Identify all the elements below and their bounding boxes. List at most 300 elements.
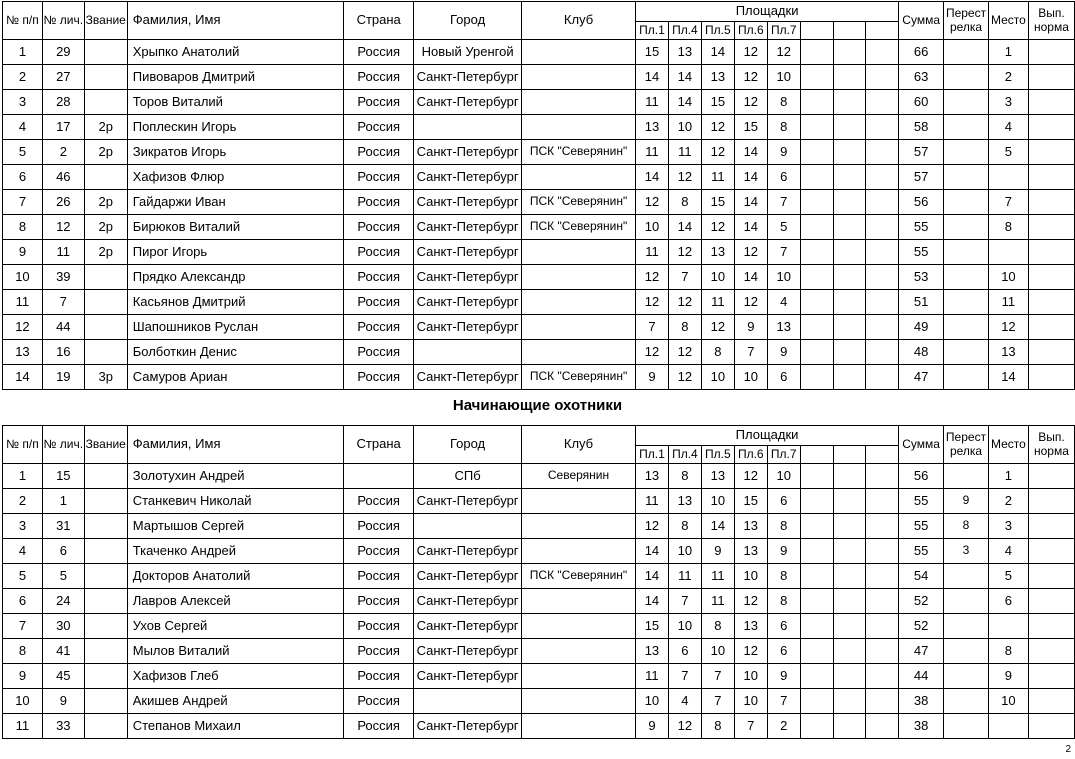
cell-sum: 52 — [899, 614, 944, 639]
table-row — [3, 240, 1075, 265]
cell-rank — [84, 564, 127, 589]
cell-name: Мартышов Сергей — [127, 514, 343, 539]
cell-sum: 66 — [899, 40, 944, 65]
cell-num: 4 — [3, 539, 43, 564]
cell-num: 12 — [3, 315, 43, 340]
cell-city: СПб — [414, 464, 522, 489]
cell-score — [866, 290, 899, 315]
cell-club — [522, 165, 636, 190]
cell-rank — [84, 90, 127, 115]
cell-score: 6 — [767, 365, 800, 390]
cell-city: Санкт-Петербург — [414, 140, 522, 165]
cell-country: Россия — [344, 290, 414, 315]
header-shootoff: Перестрелка — [944, 426, 989, 464]
cell-score — [833, 539, 866, 564]
cell-club — [522, 315, 636, 340]
cell-shootoff — [944, 589, 989, 614]
cell-country: Россия — [344, 340, 414, 365]
cell-score — [800, 589, 833, 614]
cell-club — [522, 689, 636, 714]
cell-score: 10 — [767, 65, 800, 90]
cell-club — [522, 265, 636, 290]
cell-score: 6 — [767, 489, 800, 514]
cell-score — [833, 464, 866, 489]
table-row — [3, 265, 1075, 290]
cell-city: Санкт-Петербург — [414, 265, 522, 290]
table-row — [3, 90, 1075, 115]
cell-city: Санкт-Петербург — [414, 215, 522, 240]
cell-city: Санкт-Петербург — [414, 190, 522, 215]
cell-shootoff — [944, 240, 989, 265]
cell-place — [988, 614, 1028, 639]
cell-club — [522, 40, 636, 65]
cell-norm — [1028, 464, 1074, 489]
cell-lic: 7 — [42, 290, 84, 315]
header-area-label — [800, 22, 833, 40]
cell-score: 9 — [734, 315, 767, 340]
cell-score: 8 — [668, 514, 701, 539]
cell-sum: 54 — [899, 564, 944, 589]
cell-name: Касьянов Дмитрий — [127, 290, 344, 315]
header-num: № п/п — [3, 2, 43, 40]
cell-rank: 3р — [84, 365, 127, 390]
cell-score: 12 — [734, 40, 767, 65]
cell-city: Санкт-Петербург — [414, 315, 522, 340]
cell-score: 14 — [635, 65, 668, 90]
cell-score: 14 — [635, 539, 668, 564]
header-area-label: Пл.1 — [635, 22, 668, 40]
cell-sum: 47 — [899, 365, 944, 390]
cell-score: 11 — [668, 140, 701, 165]
cell-score: 9 — [767, 140, 800, 165]
cell-place: 3 — [988, 90, 1028, 115]
cell-place: 10 — [988, 689, 1028, 714]
cell-lic: 1 — [42, 489, 84, 514]
cell-score: 12 — [701, 140, 734, 165]
cell-name: Пивоваров Дмитрий — [127, 65, 344, 90]
table-row — [3, 589, 1075, 614]
cell-score: 12 — [635, 340, 668, 365]
cell-num: 11 — [3, 714, 43, 739]
cell-club — [522, 514, 636, 539]
cell-place — [988, 714, 1028, 739]
cell-score — [800, 514, 833, 539]
cell-score: 8 — [767, 514, 800, 539]
cell-score — [866, 165, 899, 190]
cell-score: 12 — [635, 265, 668, 290]
table-row — [3, 115, 1075, 140]
cell-lic: 41 — [42, 639, 84, 664]
cell-rank — [84, 464, 127, 489]
cell-rank — [84, 489, 127, 514]
cell-lic: 16 — [42, 340, 84, 365]
cell-lic: 5 — [42, 564, 84, 589]
cell-sum: 56 — [899, 190, 944, 215]
cell-norm — [1028, 40, 1074, 65]
cell-score — [800, 65, 833, 90]
cell-score: 14 — [668, 90, 701, 115]
cell-score: 8 — [668, 464, 701, 489]
cell-country: Россия — [344, 165, 414, 190]
cell-city: Санкт-Петербург — [414, 714, 522, 739]
cell-num: 7 — [3, 614, 43, 639]
cell-city — [414, 689, 522, 714]
header-area-label — [833, 446, 866, 464]
cell-country: Россия — [344, 664, 414, 689]
cell-name: Ткаченко Андрей — [127, 539, 343, 564]
cell-shootoff: 9 — [944, 489, 989, 514]
cell-norm — [1028, 340, 1074, 365]
cell-shootoff — [944, 190, 989, 215]
cell-num: 7 — [3, 190, 43, 215]
cell-place: 11 — [988, 290, 1028, 315]
cell-shootoff — [944, 165, 989, 190]
cell-club — [522, 489, 636, 514]
cell-lic: 31 — [42, 514, 84, 539]
cell-score: 15 — [701, 90, 734, 115]
cell-score — [866, 689, 899, 714]
cell-country: Россия — [344, 514, 414, 539]
cell-score — [866, 265, 899, 290]
cell-shootoff — [944, 140, 989, 165]
cell-place: 13 — [988, 340, 1028, 365]
cell-score: 7 — [635, 315, 668, 340]
header-areas: Площадки — [635, 426, 898, 446]
cell-score — [833, 190, 866, 215]
cell-score: 10 — [701, 489, 734, 514]
cell-score: 8 — [668, 315, 701, 340]
cell-score: 6 — [767, 165, 800, 190]
cell-score — [800, 714, 833, 739]
cell-score: 12 — [635, 514, 668, 539]
cell-score: 12 — [668, 340, 701, 365]
cell-score: 12 — [734, 90, 767, 115]
cell-club — [522, 65, 636, 90]
cell-score: 13 — [668, 40, 701, 65]
cell-club: ПСК "Северянин" — [522, 190, 636, 215]
cell-rank: 2р — [84, 190, 127, 215]
cell-score — [833, 489, 866, 514]
cell-score: 11 — [668, 564, 701, 589]
cell-rank — [84, 589, 127, 614]
cell-score — [866, 365, 899, 390]
header-area-label: Пл.6 — [734, 446, 767, 464]
cell-num: 9 — [3, 664, 43, 689]
header-club: Клуб — [522, 2, 636, 40]
cell-club: ПСК "Северянин" — [522, 140, 636, 165]
cell-score: 12 — [668, 290, 701, 315]
cell-score: 7 — [668, 265, 701, 290]
cell-rank — [84, 664, 127, 689]
cell-score — [866, 340, 899, 365]
cell-place: 2 — [988, 489, 1028, 514]
cell-score — [866, 115, 899, 140]
cell-score: 14 — [635, 165, 668, 190]
cell-score — [833, 315, 866, 340]
cell-sum: 38 — [899, 714, 944, 739]
cell-score — [866, 564, 899, 589]
cell-place: 7 — [988, 190, 1028, 215]
cell-norm — [1028, 664, 1074, 689]
cell-score — [833, 215, 866, 240]
header-sum: Сумма — [899, 426, 944, 464]
cell-score: 14 — [701, 40, 734, 65]
header-areas: Площадки — [635, 2, 898, 22]
header-rank: Звание — [84, 2, 127, 40]
cell-score: 12 — [635, 190, 668, 215]
cell-num: 6 — [3, 589, 43, 614]
cell-score — [866, 65, 899, 90]
cell-score: 12 — [701, 215, 734, 240]
cell-score: 13 — [734, 514, 767, 539]
cell-city: Санкт-Петербург — [414, 240, 522, 265]
cell-score: 11 — [635, 240, 668, 265]
cell-name: Золотухин Андрей — [127, 464, 343, 489]
cell-score: 12 — [734, 290, 767, 315]
cell-score: 4 — [668, 689, 701, 714]
cell-score — [866, 639, 899, 664]
cell-shootoff — [944, 65, 989, 90]
page-number: 2 — [1065, 744, 1071, 755]
cell-lic: 29 — [42, 40, 84, 65]
cell-rank — [84, 539, 127, 564]
cell-score: 5 — [767, 215, 800, 240]
cell-score: 14 — [668, 65, 701, 90]
cell-country: Россия — [344, 539, 414, 564]
cell-rank — [84, 689, 127, 714]
cell-place: 12 — [988, 315, 1028, 340]
table-row — [3, 340, 1075, 365]
cell-country: Россия — [344, 589, 414, 614]
header-area-label — [833, 22, 866, 40]
cell-name: Бирюков Виталий — [127, 215, 344, 240]
cell-score: 15 — [734, 115, 767, 140]
cell-sum: 56 — [899, 464, 944, 489]
cell-score — [800, 115, 833, 140]
cell-rank — [84, 639, 127, 664]
cell-score: 8 — [767, 115, 800, 140]
cell-score: 10 — [635, 689, 668, 714]
cell-score — [866, 664, 899, 689]
cell-sum: 55 — [899, 539, 944, 564]
cell-place: 2 — [988, 65, 1028, 90]
cell-score: 10 — [701, 639, 734, 664]
cell-num: 3 — [3, 514, 43, 539]
cell-score: 10 — [668, 614, 701, 639]
cell-score: 9 — [767, 664, 800, 689]
cell-shootoff — [944, 689, 989, 714]
cell-score: 10 — [734, 564, 767, 589]
cell-score — [800, 689, 833, 714]
cell-country: Россия — [344, 65, 414, 90]
cell-score: 2 — [767, 714, 800, 739]
cell-score — [833, 165, 866, 190]
cell-country: Россия — [344, 564, 414, 589]
cell-score: 11 — [635, 90, 668, 115]
table-row — [3, 564, 1075, 589]
table-row — [3, 639, 1075, 664]
table-row — [3, 614, 1075, 639]
table-row — [3, 714, 1075, 739]
cell-score: 9 — [767, 539, 800, 564]
cell-lic: 46 — [42, 165, 84, 190]
cell-score — [833, 290, 866, 315]
cell-name: Зикратов Игорь — [127, 140, 344, 165]
cell-city — [414, 115, 522, 140]
cell-score: 11 — [701, 290, 734, 315]
cell-score: 12 — [701, 315, 734, 340]
cell-city: Санкт-Петербург — [414, 639, 522, 664]
cell-score — [866, 489, 899, 514]
cell-score: 10 — [701, 265, 734, 290]
cell-lic: 15 — [42, 464, 84, 489]
cell-score — [833, 514, 866, 539]
cell-score — [800, 340, 833, 365]
cell-num: 5 — [3, 140, 43, 165]
cell-num: 5 — [3, 564, 43, 589]
cell-place — [988, 240, 1028, 265]
cell-norm — [1028, 65, 1074, 90]
cell-score: 15 — [701, 190, 734, 215]
cell-lic: 30 — [42, 614, 84, 639]
cell-score: 12 — [668, 240, 701, 265]
cell-name: Поплескин Игорь — [127, 115, 344, 140]
cell-city: Санкт-Петербург — [414, 90, 522, 115]
cell-place: 5 — [988, 564, 1028, 589]
cell-place: 4 — [988, 539, 1028, 564]
cell-score: 8 — [767, 564, 800, 589]
cell-rank — [84, 614, 127, 639]
cell-lic: 17 — [42, 115, 84, 140]
cell-score: 7 — [767, 190, 800, 215]
cell-norm — [1028, 589, 1074, 614]
header-row — [3, 2, 1075, 22]
header-area-label: Пл.7 — [767, 22, 800, 40]
cell-score — [800, 664, 833, 689]
cell-score: 7 — [734, 340, 767, 365]
cell-name: Станкевич Николай — [127, 489, 343, 514]
cell-shootoff — [944, 564, 989, 589]
cell-score: 14 — [668, 215, 701, 240]
cell-score: 13 — [668, 489, 701, 514]
table-row — [3, 65, 1075, 90]
cell-score — [800, 365, 833, 390]
cell-score: 10 — [635, 215, 668, 240]
cell-norm — [1028, 489, 1074, 514]
cell-score: 10 — [668, 539, 701, 564]
cell-score — [800, 489, 833, 514]
cell-score: 9 — [701, 539, 734, 564]
cell-score: 11 — [701, 564, 734, 589]
cell-city — [414, 514, 522, 539]
cell-score: 10 — [734, 689, 767, 714]
cell-norm — [1028, 714, 1074, 739]
cell-score: 12 — [635, 290, 668, 315]
cell-sum: 47 — [899, 639, 944, 664]
table-row — [3, 290, 1075, 315]
cell-score: 14 — [734, 190, 767, 215]
cell-norm — [1028, 140, 1074, 165]
cell-rank — [84, 165, 127, 190]
header-area-label: Пл.7 — [767, 446, 800, 464]
cell-num: 11 — [3, 290, 43, 315]
cell-score: 13 — [701, 65, 734, 90]
cell-sum: 49 — [899, 315, 944, 340]
header-place: Место — [988, 426, 1028, 464]
cell-club: ПСК "Северянин" — [522, 215, 636, 240]
cell-city: Санкт-Петербург — [414, 65, 522, 90]
cell-place: 14 — [988, 365, 1028, 390]
cell-score: 13 — [635, 115, 668, 140]
cell-country — [344, 464, 414, 489]
cell-score: 7 — [701, 689, 734, 714]
table-row — [3, 165, 1075, 190]
cell-sum: 55 — [899, 514, 944, 539]
cell-city: Санкт-Петербург — [414, 589, 522, 614]
cell-shootoff — [944, 365, 989, 390]
cell-score: 12 — [668, 365, 701, 390]
cell-score — [800, 564, 833, 589]
cell-norm — [1028, 315, 1074, 340]
cell-place: 4 — [988, 115, 1028, 140]
cell-name: Докторов Анатолий — [127, 564, 343, 589]
cell-name: Лавров Алексей — [127, 589, 343, 614]
cell-shootoff — [944, 40, 989, 65]
cell-name: Болботкин Денис — [127, 340, 344, 365]
cell-name: Ухов Сергей — [127, 614, 343, 639]
header-country: Страна — [344, 426, 414, 464]
cell-place: 3 — [988, 514, 1028, 539]
cell-score — [866, 589, 899, 614]
cell-score: 9 — [767, 340, 800, 365]
cell-score: 7 — [701, 664, 734, 689]
cell-lic: 45 — [42, 664, 84, 689]
cell-name: Гайдаржи Иван — [127, 190, 344, 215]
cell-name: Степанов Михаил — [127, 714, 343, 739]
cell-place: 8 — [988, 215, 1028, 240]
cell-score — [800, 290, 833, 315]
cell-name: Мылов Виталий — [127, 639, 343, 664]
cell-num: 1 — [3, 464, 43, 489]
cell-score: 7 — [668, 589, 701, 614]
cell-score: 8 — [767, 589, 800, 614]
cell-shootoff — [944, 614, 989, 639]
cell-score: 12 — [668, 714, 701, 739]
cell-shootoff — [944, 115, 989, 140]
cell-score: 14 — [635, 564, 668, 589]
cell-score — [800, 265, 833, 290]
cell-rank: 2р — [84, 215, 127, 240]
cell-score — [800, 215, 833, 240]
cell-rank — [84, 315, 127, 340]
cell-score — [800, 614, 833, 639]
cell-score: 7 — [734, 714, 767, 739]
cell-shootoff — [944, 464, 989, 489]
cell-score: 8 — [701, 614, 734, 639]
cell-score: 7 — [668, 664, 701, 689]
cell-country: Россия — [344, 40, 414, 65]
cell-norm — [1028, 689, 1074, 714]
cell-score — [866, 614, 899, 639]
cell-rank — [84, 290, 127, 315]
cell-score: 10 — [767, 265, 800, 290]
cell-rank: 2р — [84, 240, 127, 265]
cell-place: 1 — [988, 464, 1028, 489]
cell-club — [522, 290, 636, 315]
cell-lic: 24 — [42, 589, 84, 614]
cell-score — [833, 365, 866, 390]
cell-country: Россия — [344, 90, 414, 115]
